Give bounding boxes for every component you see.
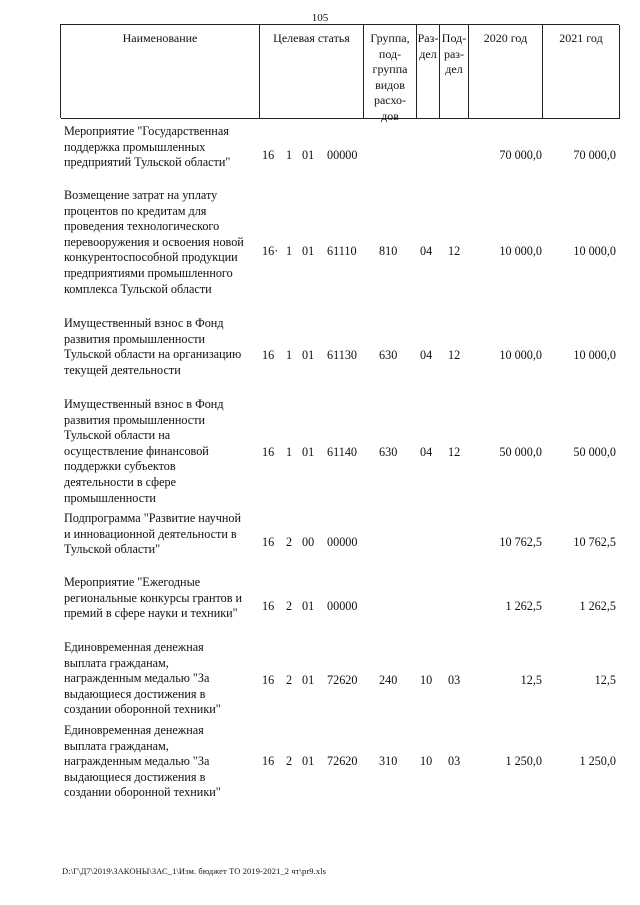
row-name: Мероприятие "Государственная поддержка промышленных предприятий Тульской области" [64, 124, 231, 170]
target-program: 16 [262, 599, 275, 613]
expense-group: 630 [379, 445, 398, 459]
target-event: 01 [302, 348, 315, 362]
target-subprogram: 1 [286, 348, 293, 362]
value-2021: 12,5 [594, 673, 616, 687]
value-2021: 1 262,5 [579, 599, 616, 613]
header-year-2020: 2020 год [469, 25, 543, 119]
row-name: Мероприятие "Ежегодные региональные конкурсы грантов и премий в сфере науки и техники" [64, 575, 243, 621]
target-program: 16 [262, 535, 275, 549]
target-direction: 00000 [327, 599, 358, 613]
target-program: 16 [262, 148, 275, 162]
target-subprogram: 2 [286, 535, 293, 549]
subsection: 03 [448, 673, 461, 687]
row-name: Имущественный взнос в Фонд развития промышленности Тульской области на осуществление финансовой поддержки субъектов деятельности в сфере промышленности [64, 397, 224, 505]
section: 04 [420, 348, 433, 362]
row-name: Подпрограмма "Развитие научной и инновационной деятельности в Тульской области" [64, 511, 241, 557]
section: 10 [420, 673, 433, 687]
value-2020: 10 762,5 [499, 535, 542, 549]
target-direction: 61110 [327, 244, 357, 258]
target-program: 16 [262, 754, 275, 768]
target-subprogram: 2 [286, 754, 293, 768]
header-section: Раз- дел [417, 25, 440, 119]
value-2020: 50 000,0 [499, 445, 542, 459]
header-group: Группа, под- группа видов расхо- дов [364, 25, 417, 119]
header-name: Наименование [61, 25, 260, 119]
target-program: 16 [262, 673, 275, 687]
header-target: Целевая статья [260, 25, 364, 119]
target-event: 01 [302, 673, 315, 687]
target-subprogram: 1 [286, 445, 293, 459]
target-subprogram: 2 [286, 673, 293, 687]
target-program: 16· [262, 244, 279, 258]
target-subprogram: 1 [286, 148, 293, 162]
target-direction: 61140 [327, 445, 358, 459]
target-direction: 00000 [327, 148, 358, 162]
header-year-2021: 2021 год [543, 25, 620, 119]
value-2021: 50 000,0 [573, 445, 616, 459]
target-program: 16 [262, 348, 275, 362]
subsection: 12 [448, 445, 461, 459]
subsection: 12 [448, 348, 461, 362]
section: 10 [420, 754, 433, 768]
file-path-footer: D:\Г\Д7\2019\ЗАКОНЫ\ЗАС_1\Изм. бюджет ТО 2019-2021_2 чт\pr9.xls [62, 866, 327, 876]
value-2020: 10 000,0 [499, 244, 542, 258]
expense-group: 630 [379, 348, 398, 362]
section: 04 [420, 244, 433, 258]
value-2020: 1 250,0 [505, 754, 542, 768]
subsection: 12 [448, 244, 461, 258]
target-direction: 61130 [327, 348, 358, 362]
target-subprogram: 1 [286, 244, 293, 258]
value-2021: 10 000,0 [573, 244, 616, 258]
row-name: Единовременная денежная выплата гражданам, награжденным медалью "За выдающиеся достижения в создании оборонной техники" [64, 723, 221, 800]
expense-group: 240 [379, 673, 398, 687]
value-2021: 1 250,0 [579, 754, 616, 768]
target-direction: 72620 [327, 754, 358, 768]
target-event: 00 [302, 535, 315, 549]
subsection: 03 [448, 754, 461, 768]
value-2020: 1 262,5 [505, 599, 542, 613]
section: 04 [420, 445, 433, 459]
row-name: Возмещение затрат на уплату процентов по кредитам для проведения технологического перевооружения и освоения новой конкурентоспособной продукции предприятиями промышленного комплекса Тульской области [64, 188, 244, 296]
table-header [60, 24, 619, 123]
target-program: 16 [262, 445, 275, 459]
page-number: 105 [311, 12, 329, 24]
expense-group: 810 [379, 244, 398, 258]
target-direction: 00000 [327, 535, 358, 549]
target-event: 01 [302, 148, 315, 162]
value-2020: 10 000,0 [499, 348, 542, 362]
value-2021: 70 000,0 [573, 148, 616, 162]
value-2021: 10 762,5 [573, 535, 616, 549]
value-2021: 10 000,0 [573, 348, 616, 362]
value-2020: 12,5 [520, 673, 542, 687]
header-subsection: Под- раз- дел [440, 25, 469, 119]
row-name: Имущественный взнос в Фонд развития промышленности Тульской области на организацию текущей деятельности [64, 316, 242, 377]
target-event: 01 [302, 599, 315, 613]
value-2020: 70 000,0 [499, 148, 542, 162]
expense-group: 310 [379, 754, 398, 768]
target-event: 01 [302, 244, 315, 258]
target-event: 01 [302, 445, 315, 459]
row-name: Единовременная денежная выплата гражданам, награжденным медалью "За выдающиеся достижения в создании оборонной техники" [64, 640, 221, 717]
target-event: 01 [302, 754, 315, 768]
target-direction: 72620 [327, 673, 358, 687]
target-subprogram: 2 [286, 599, 293, 613]
